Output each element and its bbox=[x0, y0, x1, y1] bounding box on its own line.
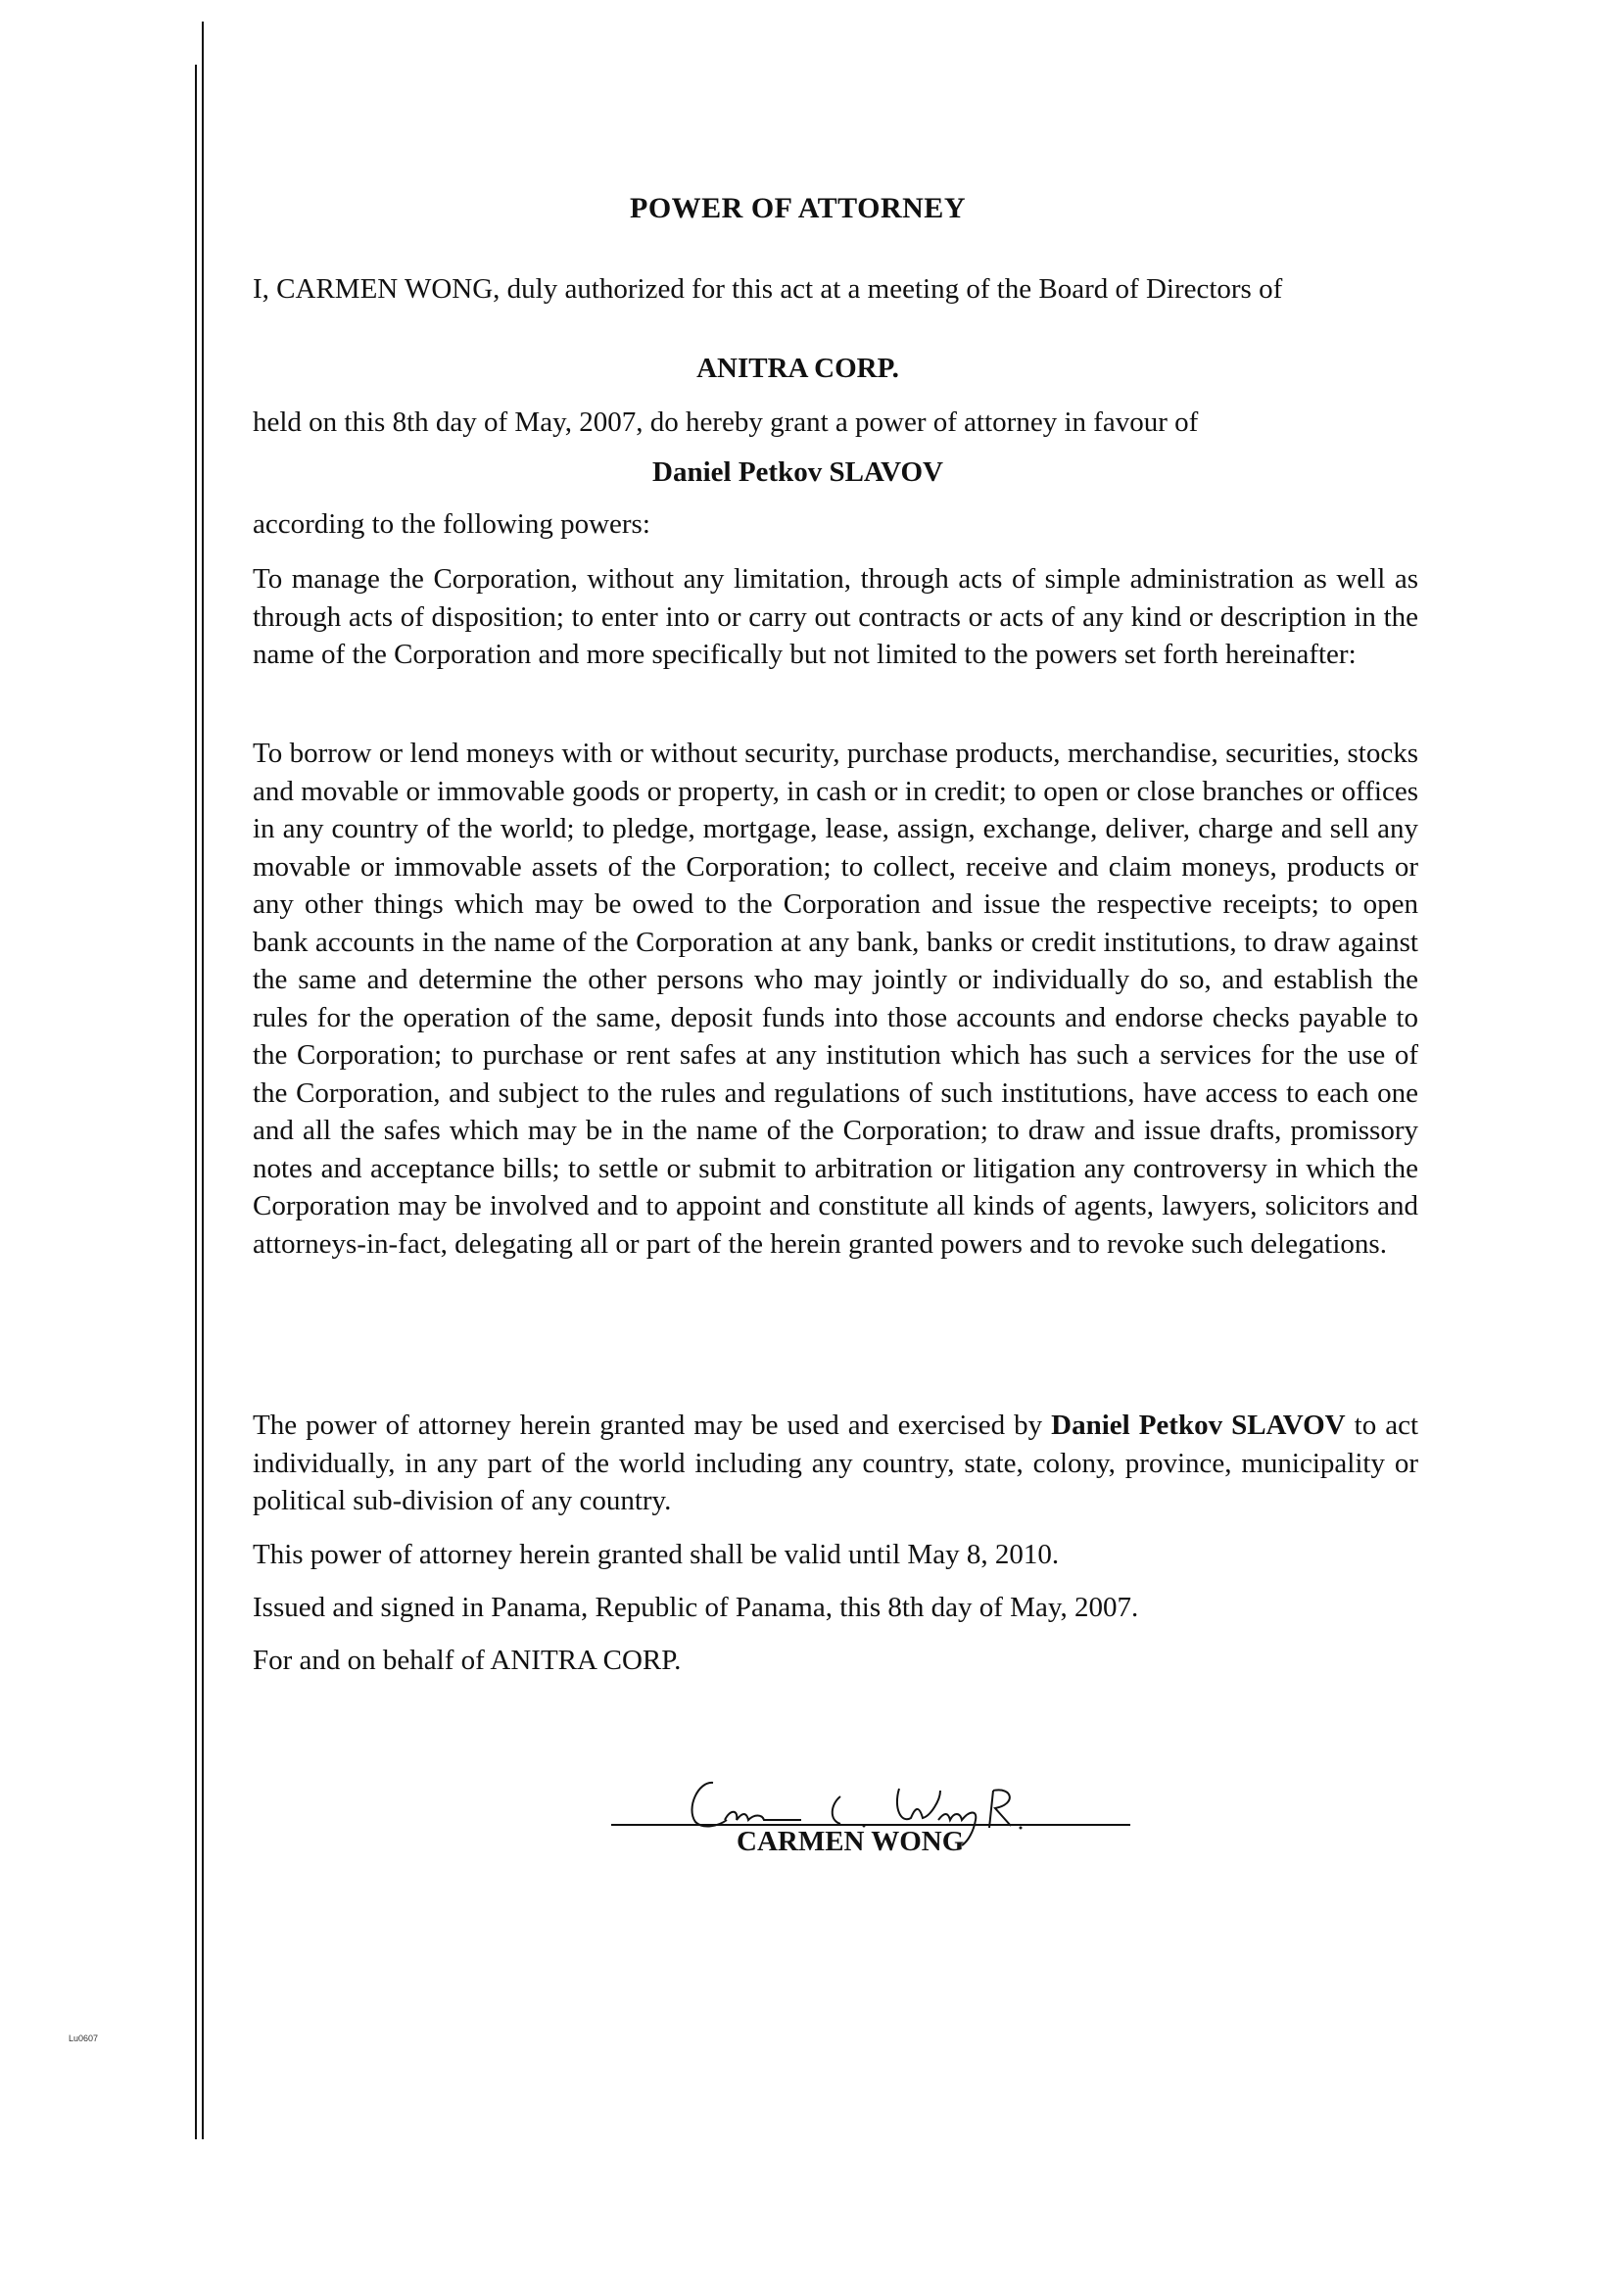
intro-paragraph: I, CARMEN WONG, duly authorized for this act at a meeting of the Board of Directors of bbox=[253, 273, 1283, 305]
on-behalf-line: For and on behalf of ANITRA CORP. bbox=[253, 1645, 682, 1676]
exercise-paragraph bbox=[253, 1407, 1418, 1520]
margin-stamp: Lu0607 bbox=[69, 2033, 99, 2043]
exercise-text-after: to act individually, in any part of the world including any country, state, colony, province, municipality or political sub-division of any country. bbox=[253, 1410, 1419, 1516]
attorney-name: Daniel Petkov SLAVOV bbox=[652, 456, 943, 488]
scan-margin-line bbox=[202, 22, 204, 2139]
powers-paragraph: To borrow or lend moneys with or without security, purchase products, merchandise, securities, stocks and movable or immovable goods or property, in cash or in credit; to open or close branches or offices in any country of the world; to pledge, mortgage, lease, assign, exchange, deliver, charge and sell any movable or immovable assets of the Corporation; to collect, receive and claim moneys, products or any other things which may be owed to the Corporation and issue the respective receipts; to open bank accounts in the name of the Corporation at any bank, banks or credit institutions, to draw against the same and determine the other persons who may jointly or individually do so, and establish the rules for the operation of the same, deposit funds into those accounts and endorse checks payable to the Corporation; to purchase or rent safes at any institution which has such a services for the use of the Corporation, and subject to the rules and regulations of such institutions, have access to each one and all the safes which may be in the name of the Corporation; to draw and issue drafts, promissory notes and acceptance bills; to settle or submit to arbitration or litigation any controversy in which the Corporation may be involved and to appoint and constitute all kinds of agents, lawyers, solicitors and attorneys-in-fact, delegating all or part of the herein granted powers and to revoke such delegations. bbox=[253, 738, 1418, 1260]
validity-line: This power of attorney herein granted shall be valid until May 8, 2010. bbox=[253, 1539, 1060, 1570]
document-title: POWER OF ATTORNEY bbox=[630, 192, 966, 224]
issued-line: Issued and signed in Panama, Republic of Panama, this 8th day of May, 2007. bbox=[253, 1592, 1139, 1623]
signatory-name: CARMEN WONG bbox=[737, 1826, 965, 1857]
manage-paragraph: To manage the Corporation, without any limitation, through acts of simple administration as well as through acts of disposition; to enter into or carry out contracts or acts of any kind or description in the name of the Corporation and more specifically but not limited to the powers set forth hereinafter: bbox=[253, 563, 1418, 670]
exercise-text-before: The power of attorney herein granted may be used and exercised by bbox=[253, 1410, 1043, 1441]
according-line: according to the following powers: bbox=[253, 508, 650, 540]
scan-margin-line bbox=[195, 65, 197, 2139]
company-name: ANITRA CORP. bbox=[696, 353, 899, 384]
exercise-attorney-name: Daniel Petkov SLAVOV bbox=[1051, 1410, 1346, 1441]
held-paragraph: held on this 8th day of May, 2007, do hereby grant a power of attorney in favour of bbox=[253, 407, 1199, 438]
